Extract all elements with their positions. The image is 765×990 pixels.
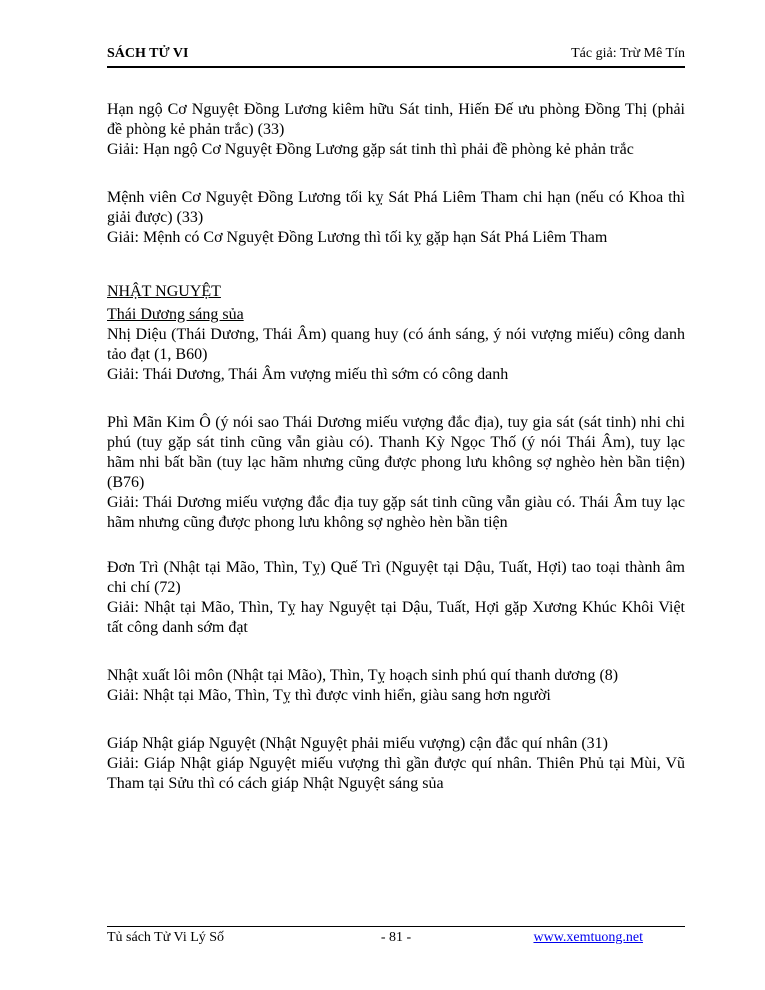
explanation-text: Giải: Nhật tại Mão, Thìn, Tỵ hay Nguyệt tại Dậu, Tuất, Hợi gặp Xương Khúc Khôi Việt tất công danh sớm đạt <box>107 599 685 636</box>
block-1 <box>107 100 685 160</box>
verse-text: Nhị Diệu (Thái Dương, Thái Âm) quang huy (có ánh sáng, ý nói vượng miếu) công danh tảo đạt (1, B60) <box>107 326 685 363</box>
verse-text: Mệnh viên Cơ Nguyệt Đồng Lương tối kỵ Sát Phá Liêm Tham chi hạn (nếu có Khoa thì giải được) (33) <box>107 189 685 226</box>
verse-text: Giáp Nhật giáp Nguyệt (Nhật Nguyệt phải miếu vượng) cận đắc quí nhân (31) <box>107 735 608 752</box>
section-block-4 <box>107 666 685 706</box>
page-header <box>107 46 685 68</box>
verse-text: Phì Mãn Kim Ô (ý nói sao Thái Dương miếu vượng đắc địa), tuy gia sát (sát tinh) nhi chi phú (tuy gặp sát tinh cũng vẫn giàu có). Thanh Kỳ Ngọc Thố (ý nói Thái Âm), tuy lạc hãm nhi bất bần (tuy lạc hãm nhưng cũng được phong lưu không sợ nghèo hèn bần tiện) (B76) <box>107 414 685 491</box>
section-heading: NHẬT NGUYỆT <box>107 283 221 300</box>
verse-text: Nhật xuất lôi môn (Nhật tại Mão), Thìn, Tỵ hoạch sinh phú quí thanh dương (8) <box>107 667 619 684</box>
explanation-text: Giải: Thái Dương, Thái Âm vượng miếu thì sớm có công danh <box>107 366 509 383</box>
explanation-text: Giải: Giáp Nhật giáp Nguyệt miếu vượng thì gần được quí nhân. Thiên Phủ tại Mùi, Vũ Tham tại Sửu thì có cách giáp Nhật Nguyệt sáng sủa <box>107 755 685 792</box>
website-link[interactable]: www.xemtuong.net <box>533 930 643 945</box>
section-subheading: Thái Dương sáng sủa <box>107 306 244 323</box>
verse-text: Hạn ngộ Cơ Nguyệt Đồng Lương kiêm hữu Sát tinh, Hiến Đế ưu phòng Đồng Thị (phải đề phòng kẻ phản trắc) (33) <box>107 101 685 138</box>
page-number: - 81 - <box>380 930 412 945</box>
explanation-text: Giải: Nhật tại Mão, Thìn, Tỵ thì được vinh hiển, giàu sang hơn người <box>107 687 551 704</box>
author-label: Tác giả: Trừ Mê Tín <box>571 46 685 61</box>
section-block-2 <box>107 413 685 533</box>
page-footer <box>107 926 685 947</box>
explanation-text: Giải: Hạn ngộ Cơ Nguyệt Đồng Lương gặp sát tinh thì phải đề phòng kẻ phản trắc <box>107 141 634 158</box>
series-label: Tủ sách Tử Vi Lý Số <box>107 930 225 945</box>
section-block-5 <box>107 734 685 794</box>
explanation-text: Giải: Mệnh có Cơ Nguyệt Đồng Lương thì tối kỵ gặp hạn Sát Phá Liêm Tham <box>107 229 608 246</box>
verse-text: Đơn Trì (Nhật tại Mão, Thìn, Tỵ) Quế Trì (Nguyệt tại Dậu, Tuất, Hợi) tao toại thành âm chi chí (72) <box>107 559 685 596</box>
explanation-text: Giải: Thái Dương miếu vượng đắc địa tuy gặp sát tinh cũng vẫn giàu có. Thái Âm tuy lạc hãm nhưng cũng được phong lưu không sợ nghèo hèn bần tiện <box>107 494 685 531</box>
book-title: SÁCH TỬ VI <box>107 46 189 61</box>
page-content <box>107 100 685 794</box>
block-2 <box>107 188 685 248</box>
section-block-3 <box>107 558 685 638</box>
section-block-1 <box>107 325 685 385</box>
